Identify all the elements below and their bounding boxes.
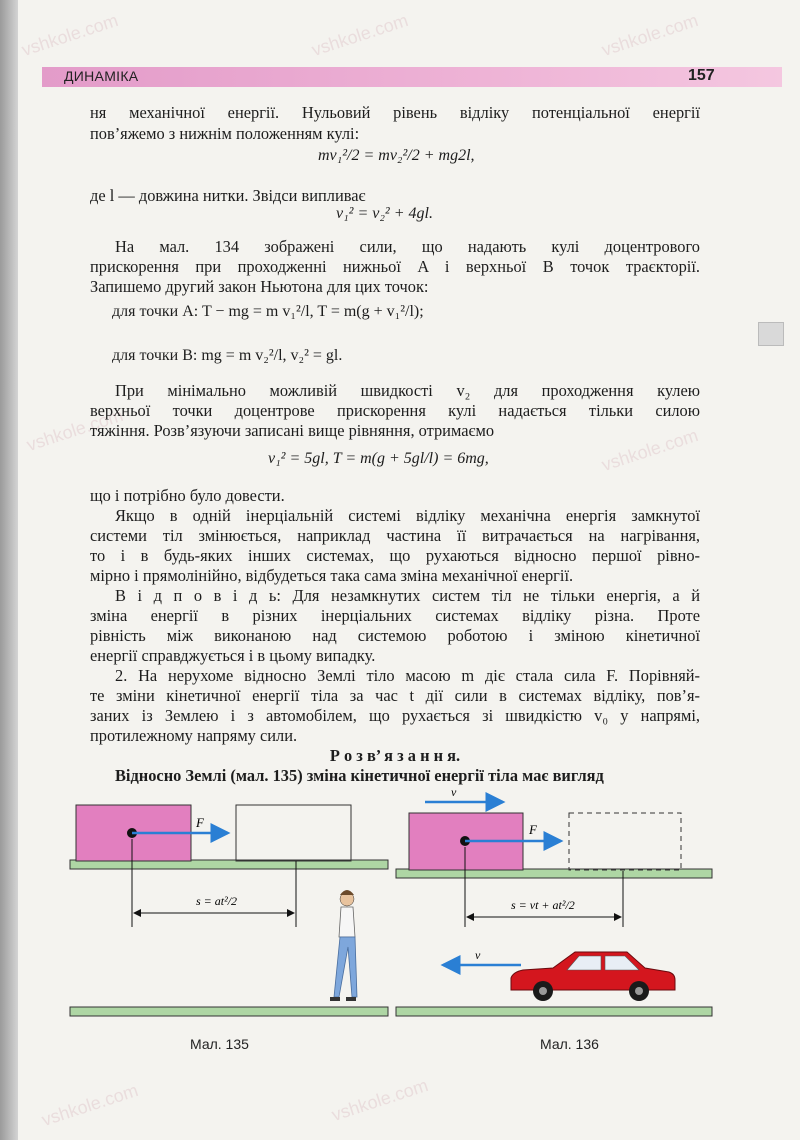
person-figure bbox=[330, 890, 357, 1001]
formula-point-a: для точки A: T − mg = m v₁²/l, T = m(g + v₁²/l); bbox=[112, 303, 424, 320]
text-line: Якщо в одній інерціальній системі відліку механічна енергія замкнутої bbox=[115, 506, 700, 525]
text-line: Відносно Землі (мал. 135) зміна кінетичної енергії тіла має вигляд bbox=[115, 766, 604, 785]
text-line: системи тіл змінюється, наприклад частина її витрачається на нагрівання, bbox=[90, 526, 700, 545]
solution-title: Р о з в’ я з а н н я. bbox=[329, 746, 461, 765]
formula-tension: v₁² = 5gl, T = m(g + 5gl/l) = 6mg, bbox=[268, 450, 489, 467]
ground bbox=[396, 1007, 712, 1016]
text-line: мірно і прямолінійно, відбудеться така сама зміна механічної енергії. bbox=[90, 566, 574, 585]
text-line: протилежному напряму сили. bbox=[90, 726, 298, 745]
text-line: При мінімально можливій швидкості v₂ для проходження кулею bbox=[115, 381, 700, 400]
velocity-label: v bbox=[451, 785, 457, 799]
formula-point-b: для точки B: mg = m v₂²/l, v₂² = gl. bbox=[112, 347, 343, 364]
chapter-title: ДИНАМІКА bbox=[64, 68, 139, 84]
watermark: vshkole.com bbox=[309, 10, 411, 60]
watermark: vshkole.com bbox=[599, 10, 701, 60]
figure-135 bbox=[60, 795, 390, 1030]
figure-135-caption: Мал. 135 bbox=[190, 1036, 249, 1052]
block-outline bbox=[236, 805, 351, 861]
chapter-header-bar bbox=[42, 67, 782, 87]
watermark: vshkole.com bbox=[39, 1080, 141, 1130]
text-line: енергії справджується і в цьому випадку. bbox=[90, 646, 376, 665]
text-line: На мал. 134 зображені сили, що надають кулі доцентрового bbox=[115, 237, 700, 256]
force-label: F bbox=[529, 822, 537, 837]
car bbox=[511, 952, 675, 1001]
distance-label: s = vt + at²/2 bbox=[511, 898, 575, 912]
text-line: те зміни кінетичної енергії тіла за час t дії сили в системах відліку, пов’я- bbox=[90, 686, 700, 705]
watermark: vshkole.com bbox=[329, 1075, 431, 1125]
car-velocity-label: v bbox=[475, 948, 481, 962]
watermark: vshkole.com bbox=[24, 405, 126, 455]
formula-v1: v₁² = v₂² + 4gl. bbox=[336, 205, 433, 222]
text-line: що і потрібно було довести. bbox=[90, 486, 285, 505]
text-line: верхньої точки доцентрове прискорення кулі надається тільки силою bbox=[90, 401, 700, 420]
text-line: прискорення при проходженні нижньої A і верхньої B точок траєкторії. bbox=[90, 257, 700, 276]
text-line: де l — довжина нитки. Звідси випливає bbox=[90, 186, 366, 205]
formula-energy: mv₁²/2 = mv₂²/2 + mg2l, bbox=[318, 147, 475, 164]
text-line: зміна енергії в різних інерціальних системах відліку різна. Проте bbox=[90, 606, 700, 625]
text-line: 2. На нерухоме відносно Землі тіло масою m діє стала сила F. Порівняй- bbox=[115, 666, 700, 685]
watermark: vshkole.com bbox=[19, 10, 121, 60]
page-number: 157 bbox=[688, 67, 715, 84]
distance-label: s = at²/2 bbox=[196, 894, 238, 908]
figure-136 bbox=[395, 785, 715, 1030]
page-edge-tab bbox=[758, 322, 784, 346]
ground bbox=[70, 1007, 388, 1016]
figure-136-caption: Мал. 136 bbox=[540, 1036, 599, 1052]
watermark: vshkole.com bbox=[599, 425, 701, 475]
text-line: рівність між виконаною над системою роботою і зміною кінетичної bbox=[90, 626, 700, 645]
text-line: пов’яжемо з нижнім положенням кулі: bbox=[90, 124, 360, 143]
text-line: заних із Землею і з автомобілем, що рухається зі швидкістю v₀ у напрямі, bbox=[90, 706, 700, 725]
block-outline-dashed bbox=[569, 813, 681, 870]
text-line: то і в будь-яких інших системах, що рухаються відносно першої рівно- bbox=[90, 546, 700, 565]
force-label: F bbox=[196, 815, 204, 830]
text-line: В і д п о в і д ь: Для незамкнутих систем тіл не тільки енергія, а й bbox=[115, 586, 700, 605]
text-line: ня механічної енергії. Нульовий рівень відліку потенціальної енергії bbox=[90, 103, 700, 122]
text-line: Запишемо другий закон Ньютона для цих точок: bbox=[90, 277, 429, 296]
text-line: тяжіння. Розв’язуючи записані вище рівняння, отримаємо bbox=[90, 421, 495, 440]
book-spine bbox=[0, 0, 18, 1140]
